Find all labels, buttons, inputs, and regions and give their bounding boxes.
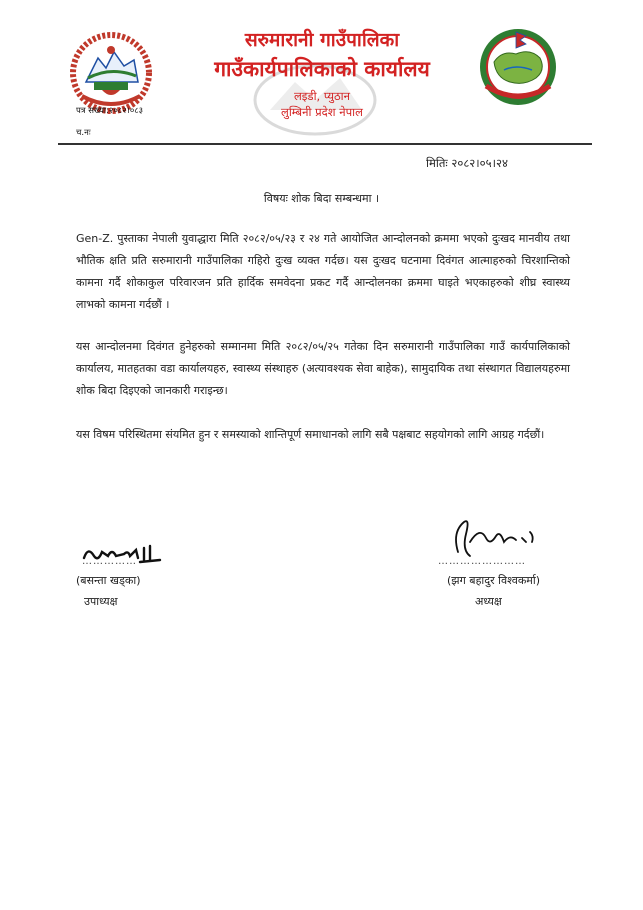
signatory-name-left: (बसन्ता खड्का): [76, 574, 141, 587]
signatory-title-left: उपाध्यक्ष: [84, 595, 118, 608]
signature-line-right: ……………………: [438, 556, 526, 567]
letter-number: पत्र सख्या:२०८२।०८३: [76, 106, 144, 116]
paragraph-3: यस विषम परिस्थितमा संयमित हुन र समस्याको शान्तिपूर्ण समाधानको लागि सबै पक्षबाट सहयोगको लागि आग्रह गर्दछौं।: [76, 428, 545, 441]
province-name: लुम्बिनी प्रदेश नेपाल: [281, 105, 363, 119]
signatory-title-right: अध्यक्ष: [475, 595, 502, 608]
letterhead: [160, 28, 484, 120]
dispatch-number: च.नः: [76, 128, 91, 138]
header-divider: [58, 143, 592, 145]
signatory-name-right: (झग बहादुर विश्वकर्मा): [447, 574, 541, 587]
paragraph-2: यस आन्दोलनमा दिवंगत हुनेहरुको सम्मानमा मिति २०८२/०५/२५ गतेका दिन सरुमारानी गाउँपालिका गाउँ कार्यपालिकाको कार्यालय, मातहतका वडा कार्यालयहरु, स्वास्थ्य संस्थाहरु (अत्यावश्यक सेवा बाहेक), सामुदायिक तथा संस्थागत विद्यालयहरुमा शोक बिदा दिइएको जानकारी गराइन्छ।: [76, 340, 570, 397]
signature-line-left: ……………: [82, 556, 137, 567]
municipality-logo-icon: [476, 26, 560, 108]
letter-date: मितिः २०८२।०५।२४: [426, 156, 508, 170]
letter-subject: विषयः शोक बिदा सम्बन्धमा ।: [263, 192, 380, 205]
reference-block: [76, 100, 143, 144]
office-name: गाउँकार्यपालिकाको कार्यालय: [214, 57, 430, 81]
paragraph-1: Gen-Z. पुस्ताका नेपाली युवाद्धारा मिति २०८२/०५/२३ र २४ गते आयोजित आन्दोलनको क्रममा भएको दुःखद मानवीय तथा भौतिक क्षति प्रति सरुमारानी गाउँपालिका गहिरो दुःख व्यक्त गर्दछ। यस दुःखद घटनामा दिवंगत आत्माहरुको चिरशान्तिको कामना गर्दै शोकाकुल परिवारजन प्रति हार्दिक समवेदना प्रकट गर्दै आन्दोलनका क्रममा घाइते भएकाहरुको शीघ्र स्वास्थ्य लाभको कामना गर्दछौं ।: [76, 232, 570, 311]
municipality-name: सरुमारानी गाउँपालिका: [244, 29, 400, 51]
office-location: लइडी, प्युठान: [293, 89, 351, 103]
